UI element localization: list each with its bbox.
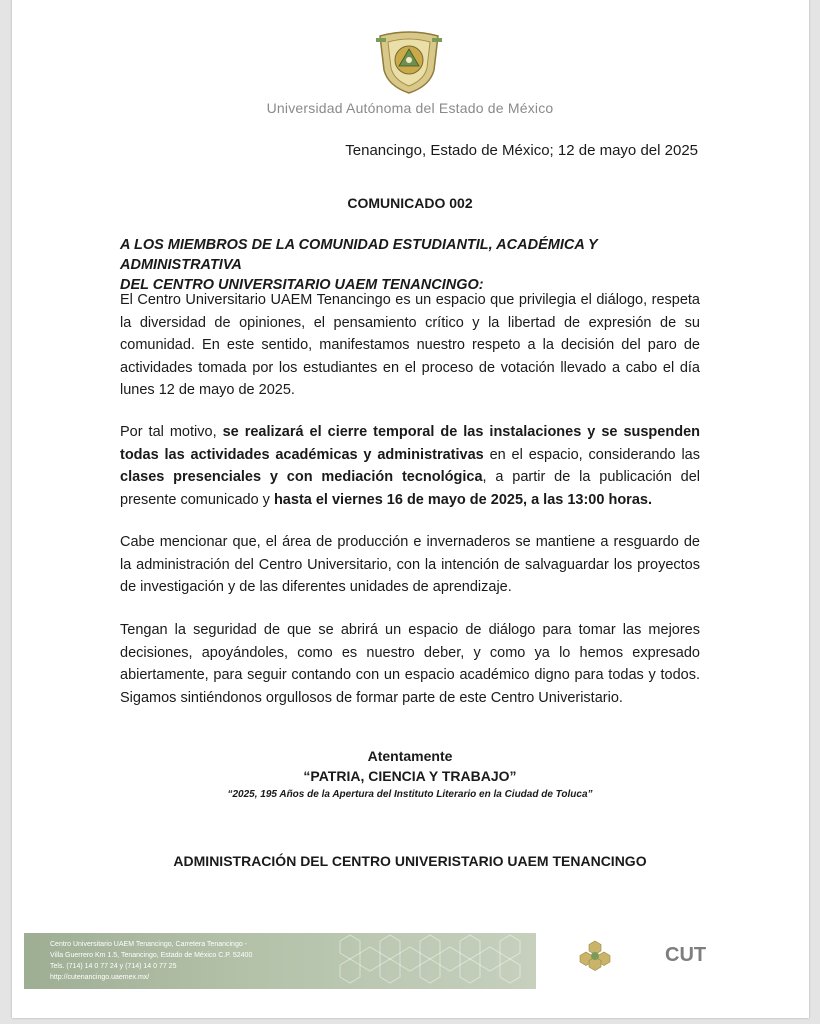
university-name: Universidad Autónoma del Estado de México xyxy=(266,100,554,116)
cut-emblem-icon xyxy=(578,940,612,972)
cut-label: CUT xyxy=(665,944,707,966)
footer-address xyxy=(50,939,330,983)
dateline: Tenancingo, Estado de México; 12 de mayo del 2025 xyxy=(345,142,698,159)
closing-salutation: Atentamente xyxy=(367,748,453,764)
document-title: COMUNICADO 002 xyxy=(347,195,473,211)
addressee-line-2: DEL CENTRO UNIVERSITARIO UAEM TENANCINGO: xyxy=(120,277,484,293)
p2-text-a: Por tal motivo, xyxy=(120,424,223,440)
paragraph-4: Tengan la seguridad de que se abrirá un espacio de diálogo para tomar las mejores decisiones, apoyándoles, como es nuestro deber, y como ya lo hemos expresado abiertamente, para seguir contando con un espacio académico digno para todas y todos. Sigamos sintiéndonos orgullosos de formar parte de este Centro Univeristario. xyxy=(120,622,700,706)
footer-line-3: Tels. (714) 14 0 77 24 y (714) 14 0 77 25 xyxy=(50,963,177,970)
motto: “PATRIA, CIENCIA Y TRABAJO” xyxy=(303,768,517,784)
footer-line-4[interactable]: http://cutenancingo.uaemex.mx/ xyxy=(50,974,150,981)
paragraph-2 xyxy=(120,421,700,511)
footer-line-2: Villa Guerrero Km 1.5, Tenancingo, Estado de México C.P. 52400 xyxy=(50,952,253,959)
hexagon-pattern-icon xyxy=(330,933,536,989)
addressee xyxy=(120,235,700,295)
year-legend: “2025, 195 Años de la Apertura del Instituto Literario en la Ciudad de Toluca” xyxy=(227,789,593,800)
p2-text-e: , a partir de la publicación del presente comunicado y xyxy=(120,469,700,508)
p2-bold-f: hasta el viernes 16 de mayo de 2025, a las 13:00 horas. xyxy=(273,491,652,508)
p2-bold-b: se realizará el cierre temporal de las instalaciones y se suspenden todas las actividades académicas y administrativas xyxy=(120,424,700,463)
paragraph-3: Cabe mencionar que, el área de producción e invernaderos se mantiene a resguardo de la administración del Centro Universitario, con la intención de salvaguardar los proyectos de investigación y de las diferentes unidades de aprendizaje. xyxy=(120,534,700,595)
footer-line-1: Centro Universitario UAEM Tenancingo, Carretera Tenancingo - xyxy=(50,941,248,948)
uaem-emblem-icon xyxy=(372,30,446,96)
p2-text-c: en el espacio, considerando las xyxy=(483,446,700,463)
signature-block: ADMINISTRACIÓN DEL CENTRO UNIVERISTARIO UAEM TENANCINGO xyxy=(173,853,647,869)
p2-bold-d: clases presenciales y con mediación tecnológica xyxy=(120,469,483,485)
addressee-line-1: A LOS MIEMBROS DE LA COMUNIDAD ESTUDIANTIL, ACADÉMICA Y ADMINISTRATIVA xyxy=(120,237,598,273)
paragraph-1: El Centro Universitario UAEM Tenancingo es un espacio que privilegia el diálogo, respeta la diversidad de opiniones, el pensamiento crítico y la libertad de expresión de su comunidad. En este sentido, manifestamos nuestro respeto a la decisión del paro de actividades tomada por los estudiantes en el proceso de votación llevado a cabo el día lunes 12 de mayo de 2025. xyxy=(120,292,700,398)
